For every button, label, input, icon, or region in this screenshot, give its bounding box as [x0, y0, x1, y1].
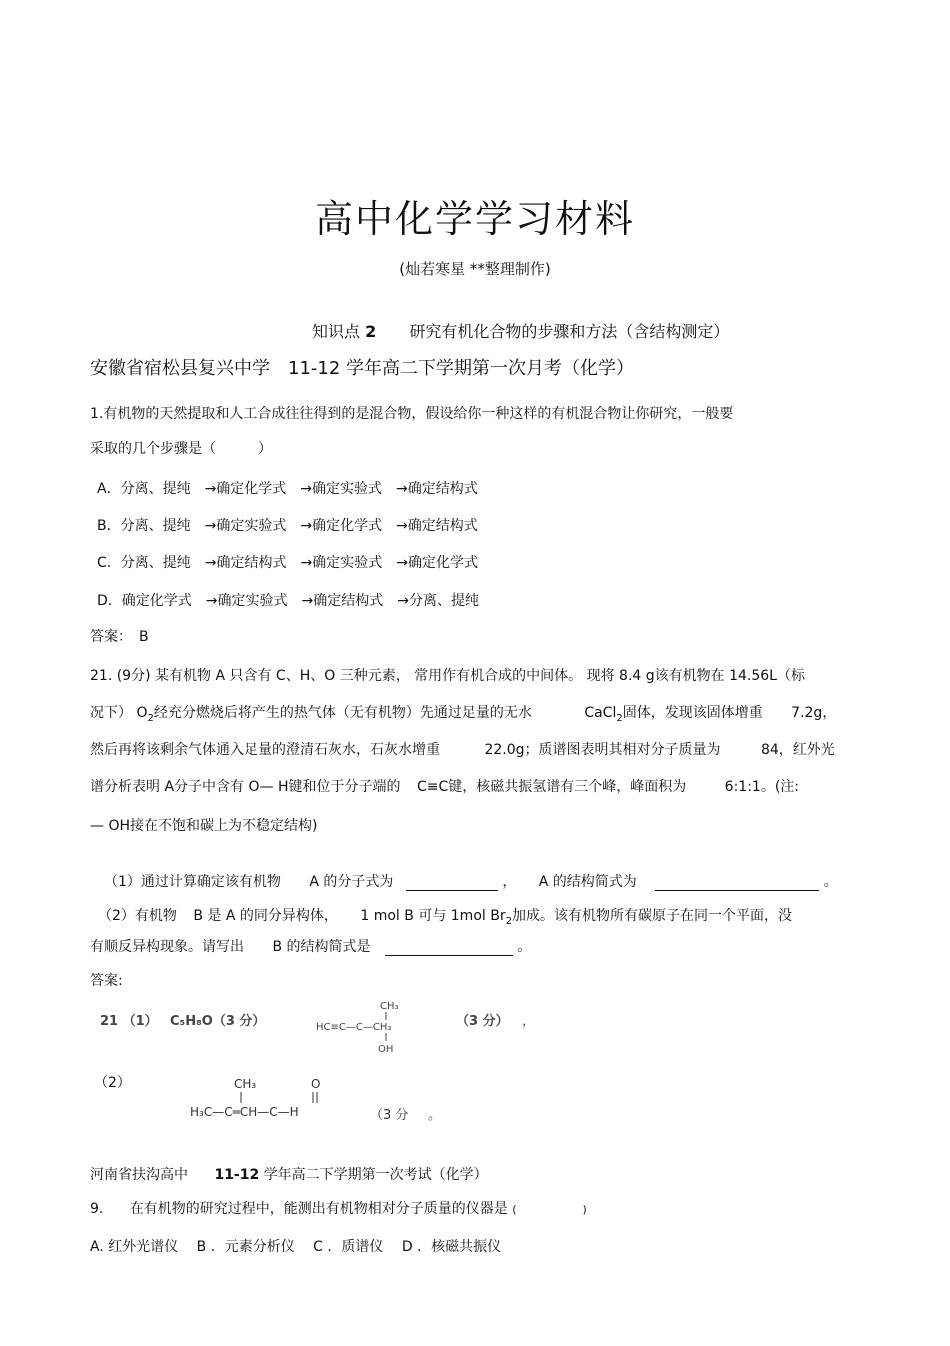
- q1-line1: 1.有机物的天然提取和人工合成往往得到的是混合物，假设给你一种这样的有机混合物让你研究，一般要: [90, 406, 734, 422]
- answer-blank-3[interactable]: [385, 941, 513, 956]
- q1-answer: 答案： B: [90, 629, 149, 645]
- q21-sub2-line2: 有顺反异构现象。请写出 B 的结构简式是 。: [90, 939, 532, 955]
- kp-topic: 研究有机化合物的步骤和方法（含结构测定）: [409, 322, 730, 341]
- ans2-struct-main: H₃C—C═CH—C—H: [190, 1105, 299, 1119]
- page-subtitle: (灿若寒星 **整理制作): [399, 260, 551, 278]
- source-heading-2: 河南省扶沟高中 11-12 学年高二下学期第一次考试（化学）: [90, 1167, 488, 1183]
- ans2-struct-top-right: O: [311, 1077, 321, 1091]
- q21-sub2: （2）有机物 B 是 A 的同分异构体， 1 mol B 可与 1mol $Br_2$加成。该有机物所有碳原子在同一个平面，没: [98, 908, 792, 927]
- ans1-struct-main: HC≡C—C—CH₃: [316, 1022, 392, 1033]
- q21-answer-label: 答案:: [90, 973, 123, 989]
- q1-option-d: D．确定化学式 →确定实验式 →确定结构式 →分离、提纯: [97, 593, 479, 609]
- ans2-label: （2）: [94, 1075, 131, 1091]
- kp-number: 2: [365, 322, 377, 341]
- q21-line5: — OH接在不饱和碳上为不稳定结构): [90, 818, 318, 834]
- q21-line3: 然后再将该剩余气体通入足量的澄清石灰水，石灰水增重 22.0g；质谱图表明其相对分子质量为 84，红外光: [90, 742, 835, 758]
- q21-line4: 谱分析表明 A分子中含有 O— H键和位于分子端的 C≡C键，核磁共振氢谱有三个峰，峰面积为 6:1:1。(注:: [90, 779, 800, 795]
- ans2-score: （3 分: [370, 1108, 409, 1123]
- q1-option-b: B．分离、提纯 →确定实验式 →确定化学式 →确定结构式: [97, 518, 478, 534]
- ans2-dot: 。: [428, 1108, 442, 1123]
- q9-options: A. 红外光谱仪 B ．元素分析仪 C ．质谱仪 D ．核磁共振仪: [90, 1239, 502, 1255]
- ans1-struct-top: CH₃: [380, 1001, 399, 1012]
- ans1-struct-bottom: OH: [378, 1044, 394, 1055]
- ans2-struct-top-left: CH₃: [234, 1077, 257, 1091]
- kp-label: 知识点: [312, 322, 361, 341]
- answer-blank-1[interactable]: [406, 876, 498, 891]
- q9-line1: 9. 在有机物的研究过程中，能测出有机物相对分子质量的仪器是 ( ): [90, 1201, 587, 1217]
- source-heading-1: 安徽省宿松县复兴中学 11-12 学年高二下学期第一次月考（化学）: [90, 358, 635, 379]
- page-title: 高中化学学习材料: [314, 197, 635, 241]
- ans1-dot: ，: [522, 1014, 536, 1029]
- q1-option-a: A．分离、提纯 →确定化学式 →确定实验式 →确定结构式: [97, 481, 478, 497]
- answer-blank-2[interactable]: [655, 876, 819, 891]
- ans1-prefix: 21 （1）: [100, 1014, 158, 1029]
- q1-line2: 采取的几个步骤是（ ）: [90, 441, 272, 457]
- ans1-score: （3 分）: [456, 1014, 509, 1029]
- ans1-structure: [312, 998, 442, 1056]
- q21-line1: 21. (9分) 某有机物 A 只含有 C、H、O 三种元素， 常用作有机合成的中间体。 现将 8.4 g该有机物在 14.56L（标: [90, 668, 805, 684]
- ans1-formula: C₅H₈O（3 分）: [170, 1014, 266, 1029]
- knowledge-point-heading: [312, 319, 729, 342]
- q21-line2: 况下） $O_2$经充分燃烧后将产生的热气体（无有机物）先通过足量的无水 CaCl$_2$固体，发现该固体增重 7.2g，: [90, 705, 837, 724]
- ans2-structure: [186, 1076, 356, 1122]
- q1-option-c: C．分离、提纯 →确定结构式 →确定实验式 →确定化学式: [97, 555, 478, 571]
- q21-sub1: （1）通过计算确定该有机物 A 的分子式为 ， A 的结构简式为 。: [104, 874, 838, 890]
